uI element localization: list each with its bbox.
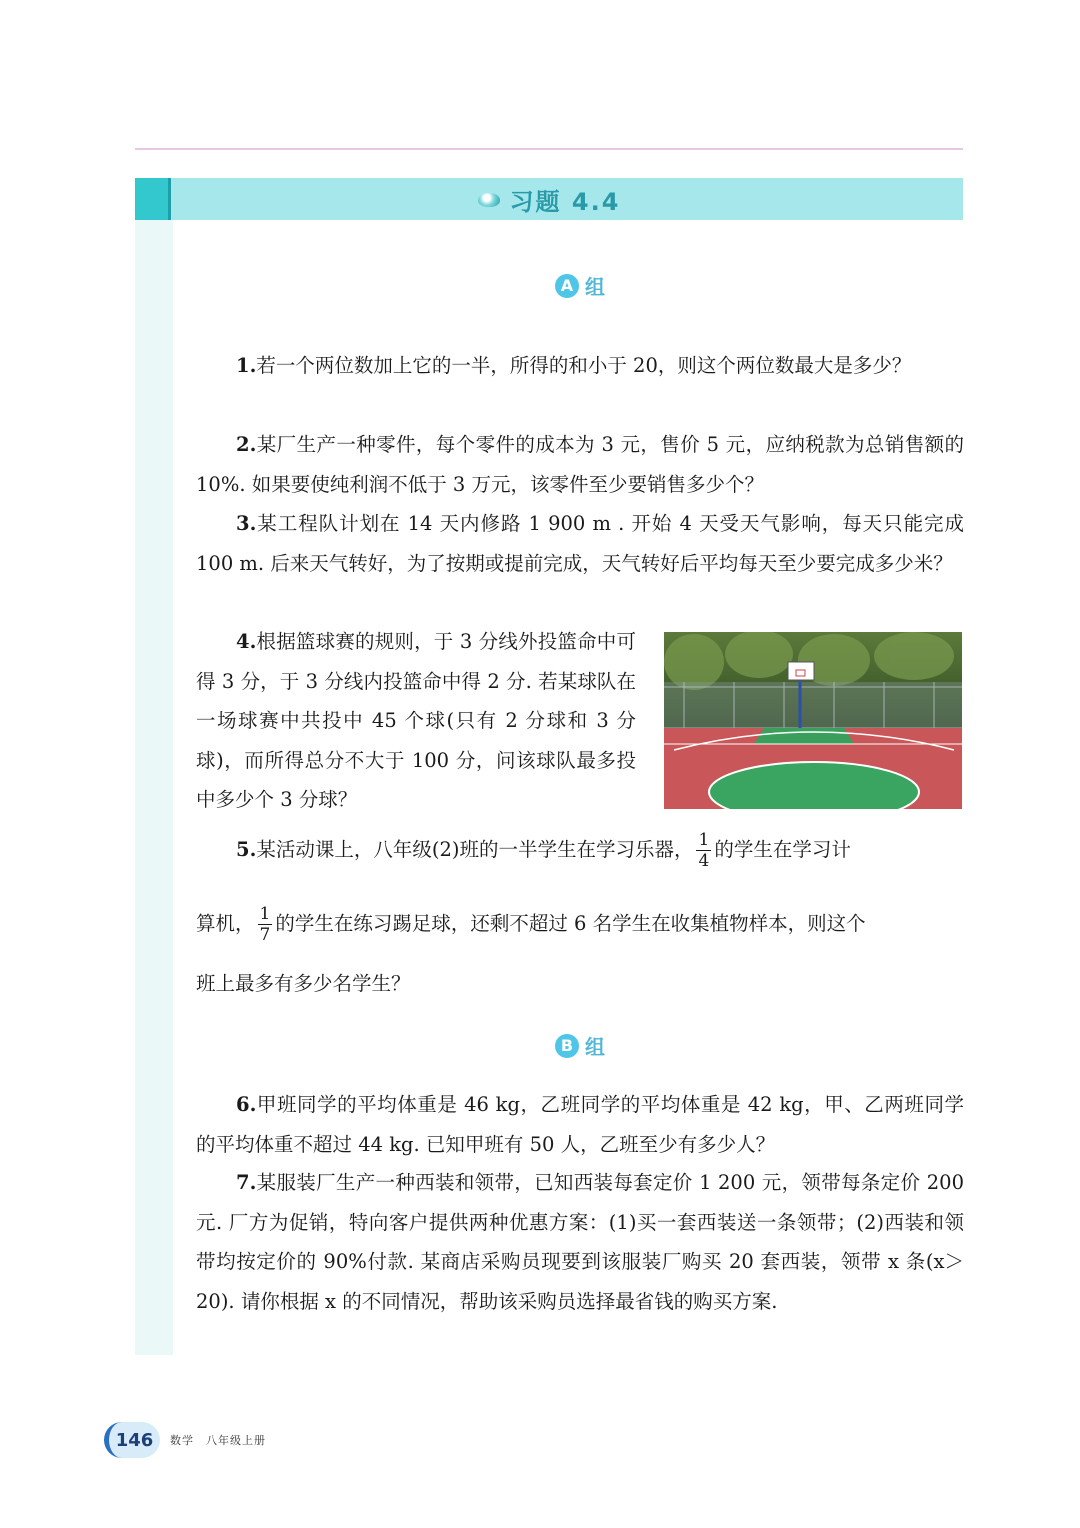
- page-footer: [104, 1422, 266, 1458]
- problem-text: 某厂生产一种零件，每个零件的成本为 3 元，售价 5 元，应纳税款为总销售额的 10%. 如果要使纯利润不低于 3 万元，该零件至少要销售多少个？: [196, 433, 964, 496]
- fraction-one-quarter: $\frac{1}{4}$: [698, 830, 710, 871]
- exercise-header: [135, 178, 963, 220]
- book-title: 数学 八年级上册: [170, 1434, 266, 1447]
- problem-text: 根据篮球赛的规则，于 3 分线外投篮命中可得 3 分，于 3 分线内投篮命中得 2 分. 若某球队在一场球赛中共投中 45 个球(只有 2 分球和 3 分球)，而所得总分不大于 100 分，问该球队最多投中多少个 3 分球？: [196, 630, 636, 811]
- problem-number: 2.: [236, 433, 257, 456]
- group-b-badge: B: [555, 1034, 579, 1058]
- left-margin-strip: [135, 220, 173, 1355]
- basketball-court-photo: [664, 632, 962, 809]
- group-a-badge: A: [555, 274, 579, 298]
- problem-number: 4.: [236, 630, 257, 653]
- problem-text: 某服装厂生产一种西装和领带，已知西装每套定价 1 200 元，领带每条定价 200 元. 厂方为促销，特向客户提供两种优惠方案：(1)买一套西装送一条领带；(2)西装和领带均按定价的 90%付款. 某商店采购员现要到该服装厂购买 20 套西装，领带 x 条(x＞20). 请你根据 x 的不同情况，帮助该采购员选择最省钱的购买方案.: [196, 1171, 964, 1313]
- problem-number: 1.: [236, 354, 257, 377]
- fraction-one-seventh: $\frac{1}{7}$: [259, 904, 271, 945]
- problem-number: 5.: [236, 838, 257, 861]
- problem-text: 某工程队计划在 14 天内修路 1 900 m . 开始 4 天受天气影响，每天只能完成 100 m. 后来天气转好，为了按期或提前完成，天气转好后平均每天至少要完成多少米？: [196, 512, 964, 575]
- group-b-heading: [0, 1031, 1080, 1060]
- problem-5-line-3: [196, 968, 411, 996]
- exercise-title-text: 习题 4.4: [509, 187, 621, 216]
- problem-text: 若一个两位数加上它的一半，所得的和小于 20，则这个两位数最大是多少？: [256, 354, 912, 377]
- problem-text: 某活动课上，八年级(2)班的一半学生在学习乐器，: [256, 838, 694, 861]
- page-number: 146: [104, 1422, 160, 1458]
- problem-text: 算机，: [196, 912, 255, 935]
- problem-number: 6.: [236, 1093, 257, 1116]
- problem-number: 3.: [236, 512, 257, 535]
- ball-icon: [478, 193, 500, 207]
- problem-2: [196, 425, 964, 504]
- problem-5-line-1: [236, 830, 964, 871]
- group-b-label: 组: [585, 1035, 605, 1059]
- problem-text: 班上最多有多少名学生？: [196, 972, 411, 995]
- top-rule: [135, 148, 963, 150]
- problem-7: [196, 1163, 964, 1321]
- problem-1: [196, 346, 964, 386]
- group-a-heading: [0, 271, 1080, 300]
- problem-3: [196, 504, 964, 583]
- problem-text: 的学生在练习踢足球，还剩不超过 6 名学生在收集植物样本，则这个: [275, 912, 866, 935]
- problem-text: 的学生在学习计: [714, 838, 851, 861]
- problem-4: [196, 622, 636, 820]
- problem-6: [196, 1085, 964, 1164]
- problem-5-line-2: [196, 904, 964, 945]
- group-a-label: 组: [585, 275, 605, 299]
- problem-text: 甲班同学的平均体重是 46 kg，乙班同学的平均体重是 42 kg，甲、乙两班同学的平均体重不超过 44 kg. 已知甲班有 50 人，乙班至少有多少人？: [196, 1093, 964, 1156]
- exercise-title: [135, 178, 963, 220]
- problem-number: 7.: [236, 1171, 257, 1194]
